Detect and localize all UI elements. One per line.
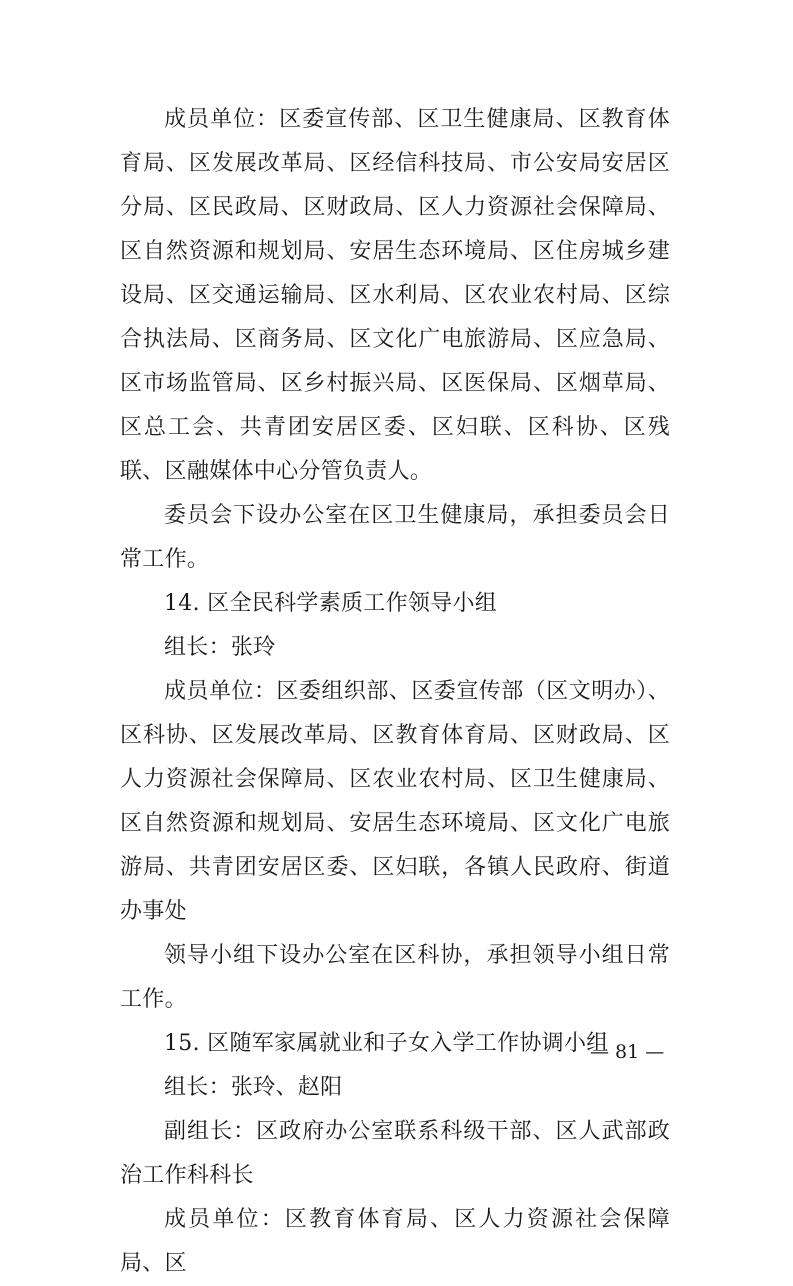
section-heading-15: 15. 区随军家属就业和子女入学工作协调小组	[164, 1031, 609, 1056]
page-number: — 81 —	[590, 1041, 665, 1063]
paragraph-deputy-leader-15: 副组长：区政府办公室联系科级干部、区人武部政治工作科科长	[120, 1119, 670, 1188]
paragraph-member-units-science: 成员单位：区委组织部、区委宣传部（区文明办）、区科协、区发展改革局、区教育体育局、区财政局、区人力资源社会保障局、区农业农村局、区卫生健康局、区自然资源和规划局、安居生态环境局、区文化广电旅游局、共青团安居区委、区妇联，各镇人民政府、街道办事处	[120, 679, 670, 924]
paragraph-group-leader-15: 组长：张玲、赵阳	[164, 1075, 343, 1100]
paragraph-committee-office: 委员会下设办公室在区卫生健康局，承担委员会日常工作。	[120, 503, 670, 572]
paragraph-member-units-military: 成员单位：区教育体育局、区人力资源社会保障局、区	[120, 1207, 670, 1276]
document-body	[120, 98, 670, 1286]
section-heading-14: 14. 区全民科学素质工作领导小组	[164, 591, 498, 616]
paragraph-group-leader-14: 组长：张玲	[164, 635, 276, 660]
paragraph-member-units-health: 成员单位：区委宣传部、区卫生健康局、区教育体育局、区发展改革局、区经信科技局、市公安局安居区分局、区民政局、区财政局、区人力资源社会保障局、区自然资源和规划局、安居生态环境局、区住房城乡建设局、区交通运输局、区水利局、区农业农村局、区综合执法局、区商务局、区文化广电旅游局、区应急局、区市场监管局、区乡村振兴局、区医保局、区烟草局、区总工会、共青团安居区委、区妇联、区科协、区残联、区融媒体中心分管负责人。	[120, 107, 670, 484]
paragraph-leading-group-office: 领导小组下设办公室在区科协，承担领导小组日常工作。	[120, 943, 670, 1012]
